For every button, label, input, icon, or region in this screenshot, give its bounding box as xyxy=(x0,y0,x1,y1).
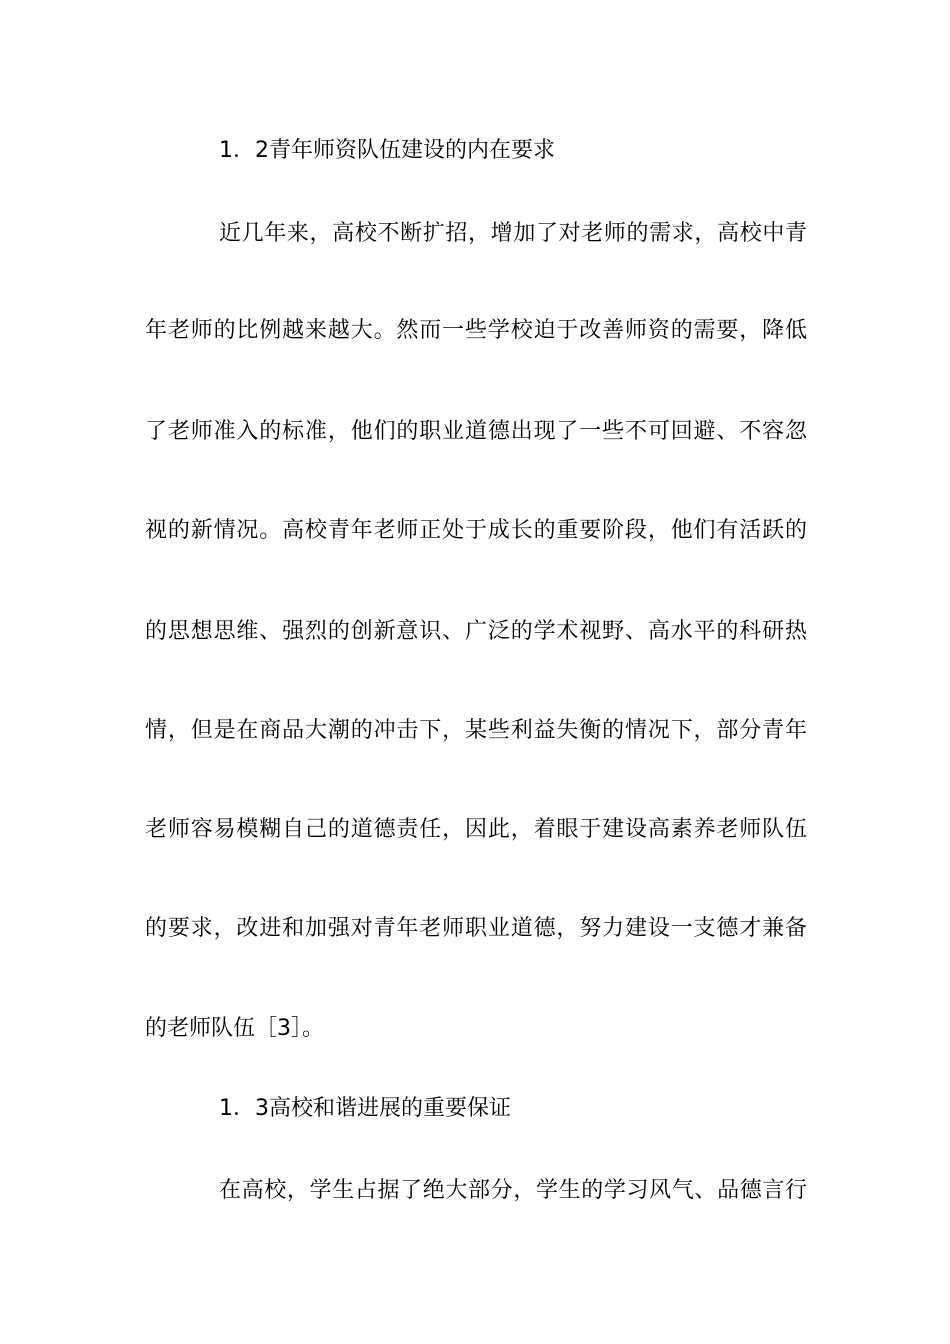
paragraph-line: 视的新情况。高校青年老师正处于成长的重要阶段，他们有活跃的 xyxy=(145,518,807,543)
paragraph-line-last: 的老师队伍［3］。 xyxy=(145,1016,324,1041)
paragraph-line: 近几年来，高校不断扩招，增加了对老师的需求，高校中青 xyxy=(219,221,807,246)
paragraph-line: 了老师准入的标准，他们的职业道德出现了一些不可回避、不容忽 xyxy=(145,419,807,444)
paragraph-line: 的要求，改进和加强对青年老师职业道德，努力建设一支德才兼备 xyxy=(145,916,807,941)
section-heading-1-3: 1．3高校和谐进展的重要保证 xyxy=(219,1096,511,1121)
paragraph-line: 年老师的比例越来越大。然而一些学校迫于改善师资的需要，降低 xyxy=(145,318,807,343)
paragraph-line: 情，但是在商品大潮的冲击下，某些利益失衡的情况下，部分青年 xyxy=(145,718,807,743)
paragraph-line: 在高校，学生占据了绝大部分，学生的学习风气、品德言行 xyxy=(219,1178,807,1203)
paragraph-line: 的思想思维、强烈的创新意识、广泛的学术视野、高水平的科研热 xyxy=(145,619,807,644)
section-heading-1-2: 1．2青年师资队伍建设的内在要求 xyxy=(219,138,555,163)
paragraph-line: 老师容易模糊自己的道德责任，因此，着眼于建设高素养老师队伍 xyxy=(145,817,807,842)
